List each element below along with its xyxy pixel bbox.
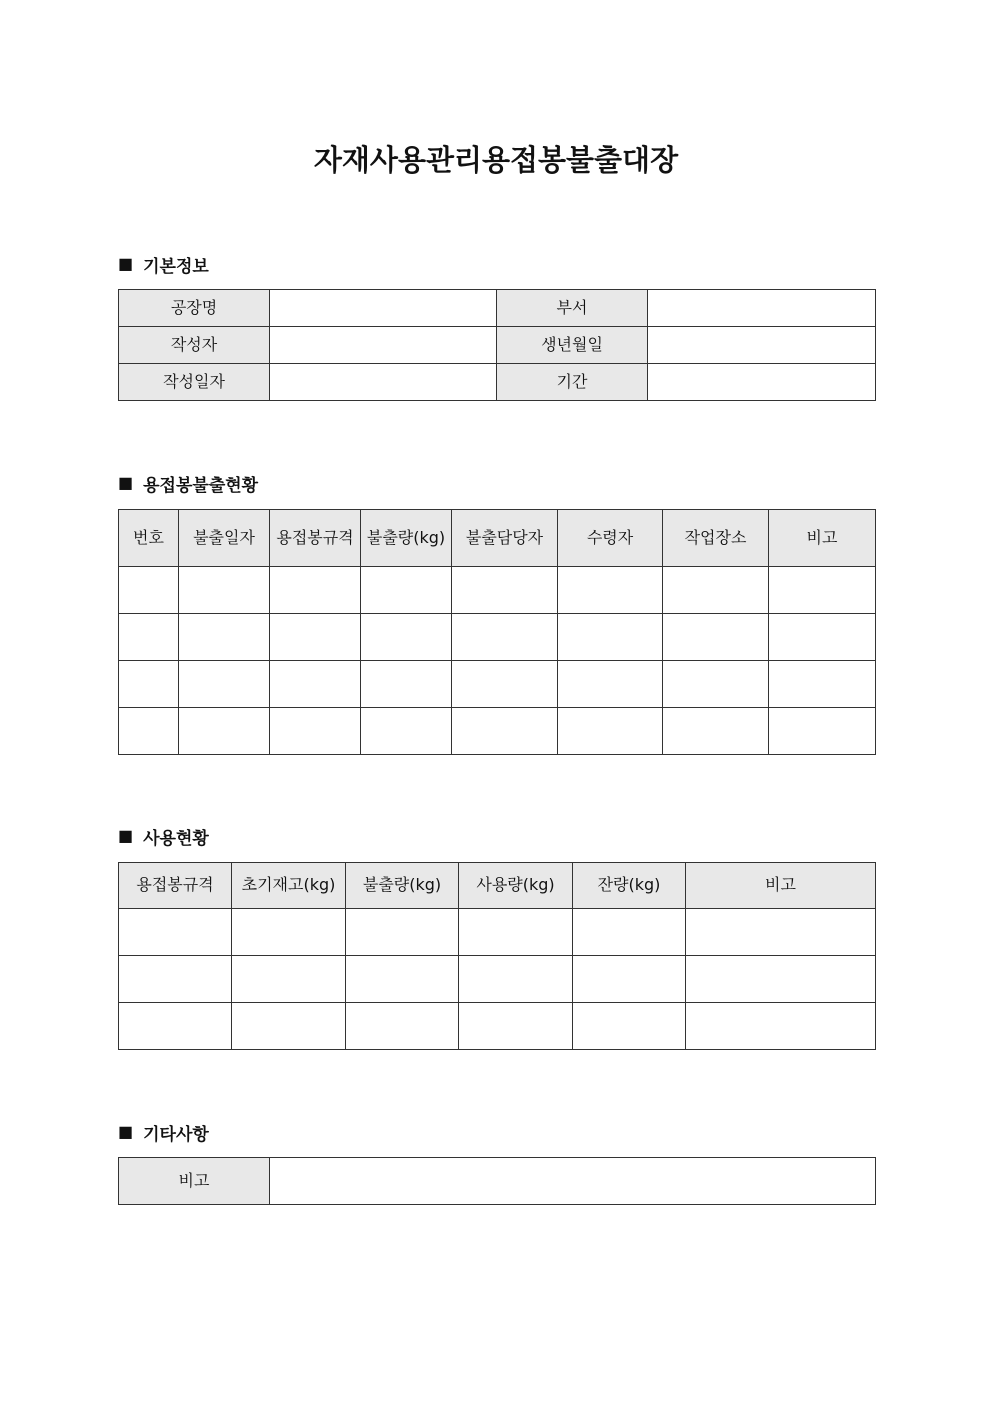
- section-title: 기타사항: [143, 1124, 209, 1145]
- column-header: 작업장소: [663, 510, 769, 567]
- table-cell[interactable]: [558, 567, 663, 614]
- table-cell[interactable]: [769, 567, 876, 614]
- section-title: 사용현황: [143, 828, 209, 849]
- table-cell[interactable]: [769, 708, 876, 755]
- table-cell[interactable]: [452, 614, 558, 661]
- column-header: 불출량(kg): [346, 863, 459, 909]
- table-cell[interactable]: [452, 661, 558, 708]
- table-cell[interactable]: [452, 567, 558, 614]
- section-heading-usage: [118, 824, 209, 848]
- remarks-label: 비고: [119, 1158, 270, 1205]
- table-cell[interactable]: [663, 708, 769, 755]
- date-label: 작성일자: [119, 364, 270, 401]
- table-cell[interactable]: [179, 567, 270, 614]
- column-header: 사용량(kg): [459, 863, 573, 909]
- table-row: [119, 364, 876, 401]
- column-header: 불출량(kg): [361, 510, 452, 567]
- section-title: 기본정보: [143, 256, 209, 277]
- table-cell[interactable]: [573, 1003, 686, 1050]
- table-cell[interactable]: [346, 909, 459, 956]
- table-cell[interactable]: [558, 708, 663, 755]
- table-cell[interactable]: [361, 661, 452, 708]
- period-label: 기간: [497, 364, 648, 401]
- table-cell[interactable]: [663, 567, 769, 614]
- table-cell[interactable]: [459, 956, 573, 1003]
- column-header: 용접봉규격: [270, 510, 361, 567]
- table-cell[interactable]: [270, 708, 361, 755]
- table-cell[interactable]: [346, 956, 459, 1003]
- table-row: [119, 290, 876, 327]
- table-cell[interactable]: [119, 567, 179, 614]
- remarks-field[interactable]: [270, 1158, 876, 1205]
- factory-label: 공장명: [119, 290, 270, 327]
- table-cell[interactable]: [769, 661, 876, 708]
- basic-info-table: [118, 289, 876, 401]
- table-cell[interactable]: [361, 614, 452, 661]
- table-row: [119, 909, 876, 956]
- table-row: [119, 1158, 876, 1205]
- column-header: 불출일자: [179, 510, 270, 567]
- table-cell[interactable]: [361, 708, 452, 755]
- table-cell[interactable]: [346, 1003, 459, 1050]
- table-cell[interactable]: [119, 708, 179, 755]
- table-cell[interactable]: [769, 614, 876, 661]
- table-row: [119, 661, 876, 708]
- table-cell[interactable]: [558, 661, 663, 708]
- square-bullet-icon: ■: [118, 254, 134, 273]
- table-cell[interactable]: [459, 1003, 573, 1050]
- table-cell[interactable]: [119, 909, 232, 956]
- factory-field[interactable]: [270, 290, 497, 327]
- section-heading-basic: [118, 252, 209, 276]
- column-header: 수령자: [558, 510, 663, 567]
- column-header: 초기재고(kg): [232, 863, 346, 909]
- table-cell[interactable]: [686, 1003, 876, 1050]
- table-cell[interactable]: [179, 614, 270, 661]
- column-header: 불출담당자: [452, 510, 558, 567]
- square-bullet-icon: ■: [118, 473, 134, 492]
- page-title: 자재사용관리용접봉불출대장: [313, 143, 679, 177]
- issue-status-table: [118, 509, 876, 755]
- square-bullet-icon: ■: [118, 826, 134, 845]
- column-header: 비고: [686, 863, 876, 909]
- column-header: 용접봉규격: [119, 863, 232, 909]
- table-cell[interactable]: [270, 567, 361, 614]
- table-cell[interactable]: [361, 567, 452, 614]
- table-cell[interactable]: [119, 661, 179, 708]
- table-cell[interactable]: [573, 956, 686, 1003]
- table-row: [119, 1003, 876, 1050]
- table-cell[interactable]: [179, 661, 270, 708]
- author-field[interactable]: [270, 327, 497, 364]
- usage-status-table: [118, 862, 876, 1050]
- section-heading-other: [118, 1120, 209, 1144]
- table-row: [119, 567, 876, 614]
- table-cell[interactable]: [459, 909, 573, 956]
- table-cell[interactable]: [119, 1003, 232, 1050]
- section-title: 용접봉불출현황: [143, 475, 259, 496]
- table-cell[interactable]: [663, 661, 769, 708]
- table-cell[interactable]: [270, 614, 361, 661]
- birthdate-label: 생년월일: [497, 327, 648, 364]
- table-row: [119, 708, 876, 755]
- table-cell[interactable]: [119, 614, 179, 661]
- table-cell[interactable]: [686, 909, 876, 956]
- table-cell[interactable]: [179, 708, 270, 755]
- table-cell[interactable]: [270, 661, 361, 708]
- table-row: [119, 614, 876, 661]
- column-header: 번호: [119, 510, 179, 567]
- other-notes-table: [118, 1157, 876, 1205]
- table-header-row: [119, 510, 876, 567]
- table-cell[interactable]: [686, 956, 876, 1003]
- column-header: 비고: [769, 510, 876, 567]
- table-cell[interactable]: [573, 909, 686, 956]
- section-heading-issue: [118, 471, 258, 495]
- table-cell[interactable]: [663, 614, 769, 661]
- column-header: 잔량(kg): [573, 863, 686, 909]
- table-cell[interactable]: [558, 614, 663, 661]
- date-field[interactable]: [270, 364, 497, 401]
- department-field[interactable]: [648, 290, 876, 327]
- table-cell[interactable]: [232, 956, 346, 1003]
- table-cell[interactable]: [232, 1003, 346, 1050]
- period-field[interactable]: [648, 364, 876, 401]
- square-bullet-icon: ■: [118, 1122, 134, 1141]
- department-label: 부서: [497, 290, 648, 327]
- table-cell[interactable]: [119, 956, 232, 1003]
- birthdate-field[interactable]: [648, 327, 876, 364]
- table-row: [119, 327, 876, 364]
- table-cell[interactable]: [232, 909, 346, 956]
- table-row: [119, 956, 876, 1003]
- author-label: 작성자: [119, 327, 270, 364]
- table-header-row: [119, 863, 876, 909]
- table-cell[interactable]: [452, 708, 558, 755]
